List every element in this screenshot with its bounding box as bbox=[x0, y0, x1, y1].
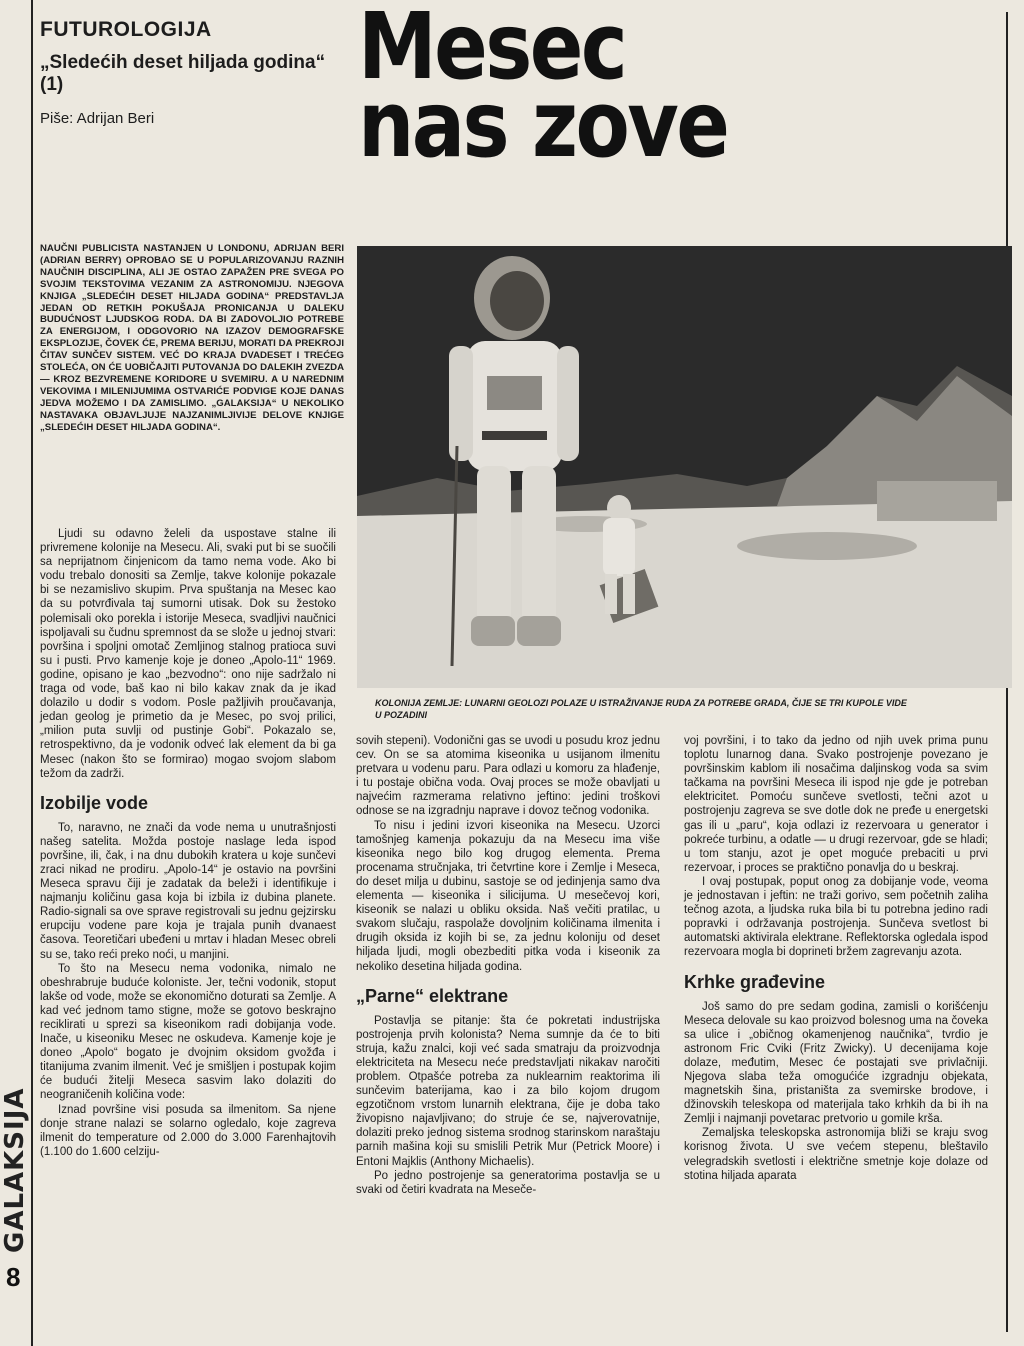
col3-paragraph: Još samo do pre sedam godina, zamisli o korišćenju Meseca delovale su kao proizvod bolesnog uma na čoveka sa ulice i „običnog okamenjenog naučnika“, tvrdio je astronom Fric Cviki (Fritz Zwicky). U decenijama koje dolaze, međutim, Mesec će postajati sve privlačniji. Njegova slaba teža omogućiće izgradnju objekata, magnetskih šina, pristaništa za svemirske brodove, i džinovskih teleskopa od materijala tako krhkih da bi ih na Zemlji i najmanji povetarac pretvorio u gomile krša. bbox=[684, 1000, 988, 1126]
article-column-2 bbox=[356, 734, 660, 1197]
col2-paragraph: sovih stepeni). Vodonični gas se uvodi u posudu kroz jednu cev. On se sa atomima kiseonika u usijanom ilmenitu pretvara u vodenu paru. Para odlazi u komoru za hlađenje, i tu postaje obična voda. Ovaj proces se može obavljati u najvećim razmerama relativno jeftino: jedini troškovi odnose se na izgradnju naprave i dovoz tečnog vodonika. bbox=[356, 735, 660, 818]
col1-paragraph: Iznad površine visi posuda sa ilmenitom. Sa njene donje strane nalazi se solarno ogledalo, koje zagreva ilmenit do temperature od 2.000 do 3.000 Farenhajtovih (1.100 do 1.600 celziju- bbox=[40, 1103, 336, 1158]
author-byline: Piše: Adrijan Beri bbox=[40, 110, 155, 127]
col3-paragraph: Zemaljska teleskopska astronomija bliži se kraju svog korisnog života. U sve većem stepenu, bleštavilo velegradskih svetlosti i električne smetnje koje dolaze od stotina hiljada aparata bbox=[684, 1127, 988, 1182]
headline bbox=[358, 0, 908, 178]
col1-paragraph: To što na Mesecu nema vodonika, nimalo ne obeshrabruje buduće koloniste. Jer, tečni vodonik, stoput lakše od vode, može se ekonomično doturati sa Zemlje. A kad već jednom tamo stigne, može se gotovo beskrajno reciklirati u sprezi sa kiseonikom radi dobijanja vode. Inače, u kiseoniku Mesec ne oskudeva. Kamenje koje je doneo „Apolo“ bogato je dvojnim oksidom gvožđa i titanijuma zvanim ilmenit. Već je smišljen i postupak kojim će budući žitelji Meseca sasvim lako dolaziti do neograničenih količina vode: bbox=[40, 962, 336, 1102]
photo-illustration bbox=[357, 246, 1012, 688]
headline-line-2: nas zove bbox=[358, 71, 728, 178]
col3-paragraph: I ovaj postupak, poput onog za dobijanje vode, veoma je jednostavan i jeftin: ne traži gorivo, sem početnih zaliha tečnog azota, a ljudska ruka bila bi tu potrebna jedino radi popravki i održavanja postrojenja. Sunčeva svetlost bi automatski aktivirala elektrane. Reflektorska ogledala ispod rezervoara mogla bi doprineti bržem zagrevanju azota. bbox=[684, 875, 988, 959]
left-margin-rule bbox=[31, 0, 33, 1346]
magazine-spine-logo: GALAKSIJA bbox=[0, 1087, 30, 1253]
page-number: 8 bbox=[6, 1262, 21, 1292]
col3-paragraph: voj površini, i to tako da jedno od njih uvek prima punu toplotu lunarnog dana. Svako postrojenje povezano je površinskim kablom ili nosačima daljinskog voda sa svim tačkama na površini Meseca ili ispod nje gde je potreban elektricitet. Pomoću sunčeve svetlosti, tečni azot u postrojenju zagreva se sve dotle dok ne pređe u energetski gas ili u „paru“, koja odlazi iz rezervoara u generator i pokreće turbinu, a odatle — u drugi rezervoar, gde se hladi; u tom stanju, azot je opet moguće prebaciti u prvi rezervoar, i proces se praktično ponavlja do u beskraj. bbox=[684, 735, 988, 874]
photo-caption: KOLONIJA ZEMLJE: LUNARNI GEOLOZI POLAZE U ISTRAŽIVANJE RUDA ZA POTREBE GRADA, ČIJE SE TRI KUPOLE VIDE U POZADINI bbox=[375, 698, 907, 720]
subheading-krhke-gradjevine: Krhke građevine bbox=[684, 971, 826, 992]
article-column-1 bbox=[40, 527, 336, 1159]
col1-paragraph: Ljudi su odavno želeli da uspostave stalne ili privremene kolonije na Mesecu. Ali, svaki put bi se suočili sa neprijatnom činjenicom da tamo nema vode. Ako bi vodu trebalo donositi sa Zemlje, takve kolonije pokazale bi se nezamislivo skupim. Prva spuštanja na Mesec kao da su potvrđivala taj sumorni utisak. Dok su žestoko polemisali oko porekla i istorije Meseca, svadljivi naučnici ispoljavali su čudnu spremnost da se slože u jednoj stvari: površina i spoljni omotač Zemljinog stalnog pratioca suvi su i pusti. Prvo kamenje koje je doneo „Apolo-11“ 1969. godine, opisano je kao „bezvodno“: ono nije sadržalo ni traga od vode, baš kao ni bilo kakav znak da je ikad dolazilo u dodir s vodom. Posle pažljivih proučavanja, jedan geolog je primetio da je Mesec, po svoj prilici, „milion puta suvlji od pustinje Gobi“. Pokazalo se, retrospektivno, da je vodonik odveć lak element da bi ga Mesec (nakon što se formirao) mogao svojom slabom težom da zadrži. bbox=[40, 528, 336, 780]
subheading-izobilje-vode: Izobilje vode bbox=[40, 792, 149, 813]
headline-line-1: Mesec bbox=[358, 0, 626, 100]
col2-paragraph: Po jedno postrojenje sa generatorima postavlja se u svaki od četiri kvadrata na Meseče- bbox=[356, 1169, 660, 1196]
col1-paragraph: To, naravno, ne znači da vode nema u unutrašnjosti našeg satelita. Možda postoje naslage leda ispod površine, ili, čak, i na dnu dubokih kratera u koje sunčevi zraci nikad ne prodiru. „Apolo-14“ je ostavio na površini Meseca spravu čiji je zadatak da beleži i identifikuje i najmanju količinu gasa koja bi izbila iz dubina planete. Radio-signali sa ove sprave registrovali su jednu gejzirsku erupciju vodene pare koja je trajala punih dvanaest časova. Teoretičari ubeđeni u mrtav i hladan Mesec obreli su se, tako reći preko noći, u manjini. bbox=[40, 821, 336, 961]
lead-paragraph: NAUČNI PUBLICISTA NASTANJEN U LONDONU, ADRIJAN BERI (ADRIAN BERRY) OPROBAO SE U POPULARIZOVANJU RAZNIH NAUČNIH DISCIPLINA, ALI JE OSTAO ZAPAŽEN PRE SVEGA PO SVOJIM TEKSTOVIMA VEZANIM ZA ASTRONOMIJU. NJEGOVA KNJIGA „SLEDEĆIH DESET HILJADA GODINA“ PREDSTAVLJA JEDAN OD RETKIH POKUŠAJA PRONICANJA U DALEKU BUDUĆNOST LJUDSKOG RODA. DA BI ZADOVOLJIO POTREBE ZA ENERGIJOM, I ODGOVORIO NA IZAZOV DEMOGRAFSKE EKSPLOZIJE, ČOVEK ĆE, PREMA BERIJU, MORATI DA PREKROJI ČITAV SUNČEV SISTEM. VEĆ DO KRAJA DVADESET I TREĆEG STOLEĆA, ON ĆE UOBIČAJITI PUTOVANJA DO DALEKIH ZVEZDA — KROZ BEZVREMENE KORIDORE U SVEMIRU. A U NAREDNIM VEKOVIMA I MILENIJUMIMA OSTVARIĆE PODVIGE KOJE DANAS JEDVA MOŽEMO I DA ZAMISLIMO. „GALAKSIJA“ U NEKOLIKO NASTAVAKA OBJAVLJUJE NAJZANIMLJIVIJE DELOVE KNJIGE „SLEDEĆIH DESET HILJADA GODINA“. bbox=[40, 243, 344, 433]
col2-paragraph: To nisu i jedini izvori kiseonika na Mesecu. Uzorci tamošnjeg kamenja pokazuju da na Mesecu ima više kiseonika nego bilo kog drugog elementa. Prema procenama stručnjaka, tri četvrtine kore i Zemlje i Meseca, do deset milja u dubinu, sastoje se od jedinjenja samo dva elementa — kiseonika i silicijuma. U mesečevoj kori, kiseonik se nalazi u obliku oksida. Naš večiti pratilac, u svakom slučaju, raspolaže dovoljnim količinama ilmenita i drugih oksida iz kojih bi se, za jednu koloniju od deset hiljada ljudi, mogli obezbediti pitka voda i kiseonik za nekoliko desetina hiljada godina. bbox=[356, 819, 660, 973]
subheading-parne-elektrane: „Parne“ elektrane bbox=[356, 985, 509, 1006]
article-column-3 bbox=[684, 734, 988, 1183]
series-title: „Sledećih deset hiljada godina“ (1) bbox=[40, 52, 326, 95]
moon-astronaut-photo bbox=[357, 246, 1012, 688]
col2-paragraph: Postavlja se pitanje: šta će pokretati industrijska postrojenja prvih kolonista? Nema sumnje da će to biti struja, kažu znalci, koji već sada smatraju da proizvodnja elektriciteta na Mesecu neće predstavljati nikakav naročiti problem. Otpašće potreba za nuklearnim reaktorima ili sunčevim baterijama, kao i za bilo kojom drugom egzotičnom vrstom lunarnih elektrana, čije je doba tako živopisno najavljivano; do struje će se, najverovatnije, dolaziti preko jednog sistema srodnog starinskom naraštaju parnih mašina koji su smislili Petrik Mur (Petrick Moore) i Entoni Majklis (Anthony Michaelis). bbox=[356, 1014, 660, 1168]
section-label: FUTUROLOGIJA bbox=[40, 18, 212, 41]
